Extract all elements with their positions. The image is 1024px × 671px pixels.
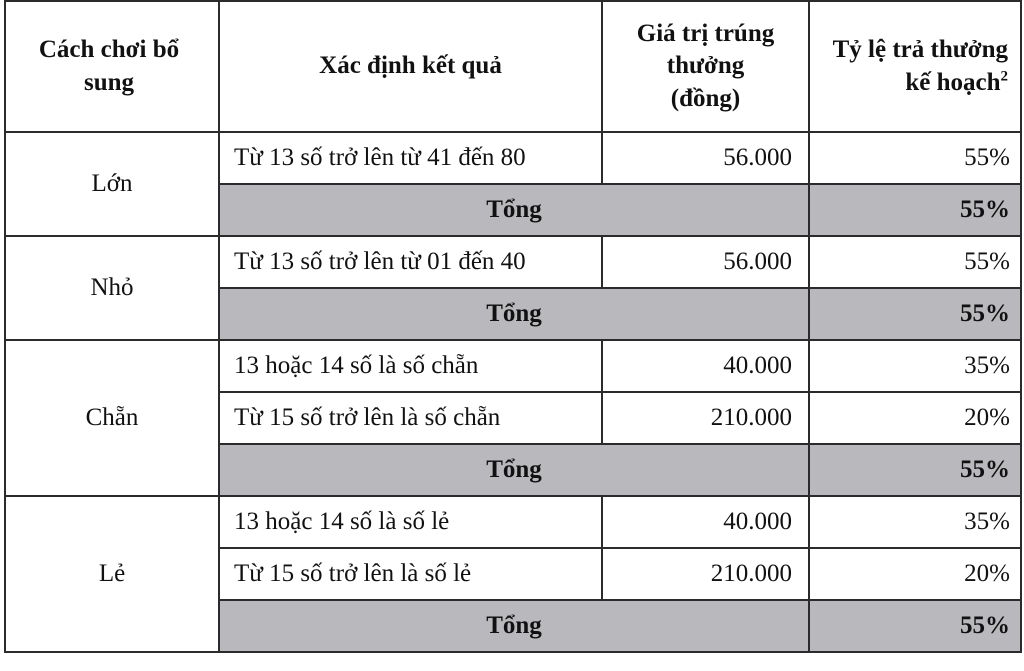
header-rate: [809, 1, 1021, 132]
result-condition: Từ 15 số trở lên là số chẵn: [219, 392, 602, 444]
result-condition: Từ 13 số trở lên từ 41 đến 80: [219, 132, 602, 184]
prize-value: 210.000: [602, 392, 809, 444]
table-row: [5, 496, 1021, 548]
table-body: [5, 132, 1021, 652]
header-result: Xác định kết quả: [219, 1, 602, 132]
header-game: Cách chơi bổ sung: [5, 1, 219, 132]
game-name: Lớn: [5, 132, 219, 236]
payout-rate: 20%: [809, 392, 1021, 444]
header-row: [5, 1, 1021, 132]
game-name: Lẻ: [5, 496, 219, 652]
total-label: Tổng: [219, 444, 809, 496]
result-condition: 13 hoặc 14 số là số lẻ: [219, 496, 602, 548]
header-rate-footnote: 2: [1000, 68, 1008, 85]
result-condition: Từ 15 số trở lên là số lẻ: [219, 548, 602, 600]
prize-value: 40.000: [602, 340, 809, 392]
total-label: Tổng: [219, 600, 809, 652]
prize-value: 40.000: [602, 496, 809, 548]
table-row: [5, 340, 1021, 392]
result-condition: Từ 13 số trở lên từ 01 đến 40: [219, 236, 602, 288]
total-rate: 55%: [809, 600, 1021, 652]
table-row: [5, 236, 1021, 288]
prize-value: 56.000: [602, 132, 809, 184]
prize-value: 210.000: [602, 548, 809, 600]
prize-value: 56.000: [602, 236, 809, 288]
total-rate: 55%: [809, 444, 1021, 496]
result-condition: 13 hoặc 14 số là số chẵn: [219, 340, 602, 392]
game-name: Chẵn: [5, 340, 219, 496]
payout-rate: 20%: [809, 548, 1021, 600]
header-value: Giá trị trúng thưởng (đồng): [602, 1, 809, 132]
payout-rate: 55%: [809, 236, 1021, 288]
header-rate-text: Tỷ lệ trả thưởng kế hoạch: [832, 36, 1008, 96]
payout-rate: 35%: [809, 496, 1021, 548]
payout-rate: 55%: [809, 132, 1021, 184]
payout-rate: 35%: [809, 340, 1021, 392]
prize-table: [4, 0, 1022, 653]
table-row: [5, 132, 1021, 184]
total-rate: 55%: [809, 184, 1021, 236]
total-rate: 55%: [809, 288, 1021, 340]
total-label: Tổng: [219, 184, 809, 236]
game-name: Nhỏ: [5, 236, 219, 340]
total-label: Tổng: [219, 288, 809, 340]
